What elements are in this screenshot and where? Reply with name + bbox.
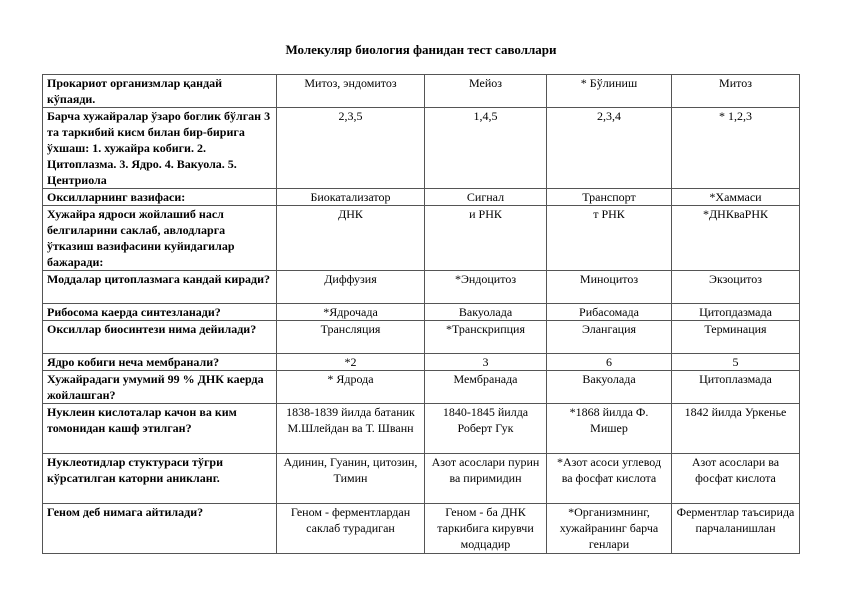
- table-row: [43, 108, 800, 189]
- answer-cell: 2,3,4: [547, 108, 672, 189]
- answer-cell: Рибасомада: [547, 304, 672, 321]
- table-row: [43, 504, 800, 554]
- answer-cell: Митоз, эндомитоз: [277, 75, 425, 108]
- answer-cell: * Бўлиниш: [547, 75, 672, 108]
- answer-cell: Сигнал: [425, 189, 547, 206]
- answer-cell: Экзоцитоз: [672, 271, 800, 304]
- answer-cell: Миноцитоз: [547, 271, 672, 304]
- question-cell: Моддалар цитоплазмага кандай киради?: [43, 271, 277, 304]
- question-cell: Хужайра ядроси жойлашиб насл белгиларини саклаб, авлодларга ўтказиш вазифасини куйидагилар бажаради:: [43, 206, 277, 271]
- answer-cell: *Ядрочада: [277, 304, 425, 321]
- answer-cell: *Организмнинг, хужайранинг барча генлари: [547, 504, 672, 554]
- answer-cell: Трансляция: [277, 321, 425, 354]
- table-row: [43, 304, 800, 321]
- answer-cell: *Хаммаси: [672, 189, 800, 206]
- answer-cell: Ферментлар таъсирида парчаланишлан: [672, 504, 800, 554]
- answer-cell: 3: [425, 354, 547, 371]
- answer-cell: т РНК: [547, 206, 672, 271]
- answer-cell: Мембранада: [425, 371, 547, 404]
- answer-cell: Диффузия: [277, 271, 425, 304]
- answer-cell: Цитопдазмада: [672, 304, 800, 321]
- table-row: [43, 189, 800, 206]
- answer-cell: 6: [547, 354, 672, 371]
- answer-cell: * 1,2,3: [672, 108, 800, 189]
- answer-cell: Мейоз: [425, 75, 547, 108]
- table-row: [43, 206, 800, 271]
- question-cell: Ядро кобиги неча мембранали?: [43, 354, 277, 371]
- question-cell: Рибосома каерда синтезланади?: [43, 304, 277, 321]
- answer-cell: Элангация: [547, 321, 672, 354]
- answer-cell: * Ядрода: [277, 371, 425, 404]
- answer-cell: Адинин, Гуанин, цитозин, Тимин: [277, 454, 425, 504]
- table-row: [43, 371, 800, 404]
- answer-cell: Биокатализатор: [277, 189, 425, 206]
- answer-cell: и РНК: [425, 206, 547, 271]
- table-row: [43, 321, 800, 354]
- test-questions-table: [42, 74, 800, 554]
- answer-cell: 1842 йилда Уркенье: [672, 404, 800, 454]
- answer-cell: Транспорт: [547, 189, 672, 206]
- answer-cell: Цитоплазмада: [672, 371, 800, 404]
- answer-cell: Вакуолада: [425, 304, 547, 321]
- question-cell: Оксиллар биосинтези нима дейилади?: [43, 321, 277, 354]
- answer-cell: *ДНКваРНК: [672, 206, 800, 271]
- document-title: Молекуляр биология фанидан тест саволлари: [285, 42, 557, 57]
- answer-cell: 2,3,5: [277, 108, 425, 189]
- answer-cell: *Транскрипция: [425, 321, 547, 354]
- question-cell: Оксилларнинг вазифаси:: [43, 189, 277, 206]
- answer-cell: Геном - ферментлардан саклаб турадиган: [277, 504, 425, 554]
- answer-cell: *Азот асоси углевод ва фосфат кислота: [547, 454, 672, 504]
- answer-cell: 1840-1845 йилда Роберт Гук: [425, 404, 547, 454]
- question-cell: Нуклеотидлар стуктураси тўгри кўрсатилган каторни аникланг.: [43, 454, 277, 504]
- table-row: [43, 404, 800, 454]
- answer-cell: *2: [277, 354, 425, 371]
- answer-cell: Терминация: [672, 321, 800, 354]
- answer-cell: ДНК: [277, 206, 425, 271]
- answer-cell: Азот асослари пурин ва пиримидин: [425, 454, 547, 504]
- question-cell: Прокариот организмлар қандай кўпаяди.: [43, 75, 277, 108]
- answer-cell: Азот асослари ва фосфат кислота: [672, 454, 800, 504]
- question-cell: Геном деб нимага айтилади?: [43, 504, 277, 554]
- table-row: [43, 75, 800, 108]
- table-row: [43, 454, 800, 504]
- answer-cell: Геном - ба ДНК таркибига кирувчи модцадир: [425, 504, 547, 554]
- question-cell: Нуклеин кислоталар качон ва ким томонидан кашф этилган?: [43, 404, 277, 454]
- answer-cell: *Эндоцитоз: [425, 271, 547, 304]
- answer-cell: 1838-1839 йилда батаник М.Шлейдан ва Т. Шванн: [277, 404, 425, 454]
- table-row: [43, 354, 800, 371]
- answer-cell: *1868 йилда Ф. Мишер: [547, 404, 672, 454]
- answer-cell: 5: [672, 354, 800, 371]
- table-row: [43, 271, 800, 304]
- answer-cell: Вакуолада: [547, 371, 672, 404]
- question-cell: Барча хужайралар ўзаро боглик бўлган 3 та таркибий кисм билан бир-бирига ўхшаш: 1. хужайра кобиги. 2. Цитоплазма. 3. Ядро. 4. Вакуола. 5. Центриола: [43, 108, 277, 189]
- answer-cell: Митоз: [672, 75, 800, 108]
- answer-cell: 1,4,5: [425, 108, 547, 189]
- question-cell: Хужайрадаги умумий 99 % ДНК каерда жойлашган?: [43, 371, 277, 404]
